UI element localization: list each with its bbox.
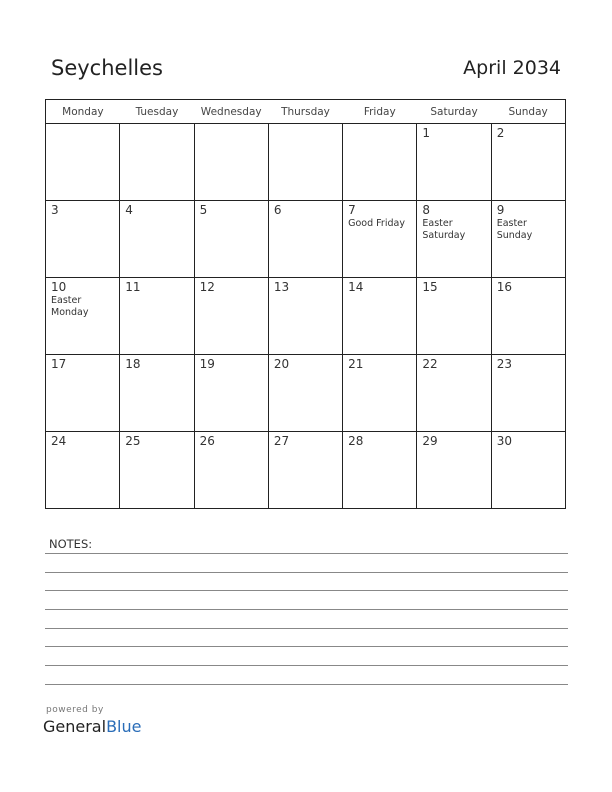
calendar-country-title: Seychelles	[51, 56, 163, 80]
notes-line	[45, 646, 568, 647]
calendar-month-title: April 2034	[463, 57, 561, 79]
week-row	[46, 355, 566, 432]
day-number: 25	[125, 434, 141, 448]
day-number: 28	[348, 434, 364, 448]
notes-line	[45, 684, 568, 685]
day-number: 2	[496, 126, 505, 140]
day-number	[120, 124, 193, 127]
day-cell	[268, 124, 342, 201]
day-number	[195, 124, 268, 127]
notes-line	[45, 609, 568, 610]
day-number: 11	[125, 280, 141, 294]
day-cell	[417, 278, 491, 355]
day-number: 8	[422, 203, 431, 217]
day-cell	[46, 124, 120, 201]
day-cell	[343, 201, 417, 278]
holiday-label: Easter Monday	[51, 295, 89, 318]
day-number: 5	[199, 203, 208, 217]
day-number: 7	[348, 203, 356, 217]
holiday-label: Good Friday	[348, 218, 405, 229]
day-cell	[417, 124, 491, 201]
day-cell	[120, 124, 194, 201]
weekday-header: Monday	[46, 100, 120, 124]
day-cell	[268, 201, 342, 278]
day-cell	[268, 278, 342, 355]
notes-line	[45, 553, 568, 554]
day-number: 24	[51, 434, 67, 448]
notes-line	[45, 572, 568, 573]
day-cell	[268, 355, 342, 432]
day-number: 1	[422, 126, 431, 140]
brand-general-text: General	[43, 717, 107, 736]
day-number: 27	[273, 434, 290, 448]
day-number: 10	[51, 280, 67, 294]
day-number: 16	[496, 280, 512, 294]
day-number: 9	[496, 203, 505, 217]
day-cell	[343, 355, 417, 432]
day-number: 14	[348, 280, 364, 294]
weekday-header: Thursday	[268, 100, 342, 124]
day-number: 15	[422, 280, 438, 294]
day-cell	[120, 278, 194, 355]
day-cell	[268, 432, 342, 509]
weekday-header-row	[46, 100, 566, 124]
brand-blue-text: Blue	[106, 717, 142, 736]
notes-label: NOTES:	[49, 537, 93, 551]
day-cell	[491, 355, 565, 432]
day-cell	[120, 201, 194, 278]
day-number: 29	[422, 434, 438, 448]
day-cell	[194, 124, 268, 201]
day-number	[269, 124, 342, 127]
day-number: 26	[199, 434, 215, 448]
day-cell	[343, 278, 417, 355]
day-cell	[491, 124, 565, 201]
day-number: 3	[51, 203, 59, 217]
day-cell	[120, 432, 194, 509]
day-cell	[46, 432, 120, 509]
day-cell	[46, 355, 120, 432]
weekday-header: Wednesday	[194, 100, 268, 124]
day-number: 21	[348, 357, 364, 371]
day-number: 30	[496, 434, 512, 448]
week-row	[46, 278, 566, 355]
notes-line	[45, 665, 568, 666]
week-row	[46, 432, 566, 509]
notes-line	[45, 590, 568, 591]
holiday-label: Easter Sunday	[496, 218, 533, 241]
day-number: 18	[125, 357, 141, 371]
day-number: 22	[422, 357, 438, 371]
day-number	[46, 124, 119, 127]
day-cell	[491, 432, 565, 509]
day-cell	[46, 201, 120, 278]
holiday-label: Easter Saturday	[422, 218, 466, 241]
day-cell	[491, 278, 565, 355]
day-cell	[194, 355, 268, 432]
day-cell	[194, 201, 268, 278]
weekday-header: Friday	[343, 100, 417, 124]
day-cell	[194, 432, 268, 509]
weekday-header: Tuesday	[120, 100, 194, 124]
day-cell	[343, 124, 417, 201]
day-cell	[343, 432, 417, 509]
day-number: 12	[199, 280, 215, 294]
day-cell	[491, 201, 565, 278]
day-number: 20	[273, 357, 290, 371]
day-number: 23	[496, 357, 512, 371]
day-cell	[194, 278, 268, 355]
day-number: 19	[199, 357, 215, 371]
day-number: 17	[51, 357, 67, 371]
day-cell	[417, 432, 491, 509]
notes-line	[45, 628, 568, 629]
weekday-header: Sunday	[491, 100, 565, 124]
day-number: 4	[125, 203, 133, 217]
powered-by-text: powered by	[46, 705, 104, 715]
day-cell	[120, 355, 194, 432]
weekday-header: Saturday	[417, 100, 491, 124]
generalblue-logo	[43, 717, 141, 736]
day-number	[343, 124, 416, 127]
calendar-grid	[45, 99, 566, 509]
day-number: 13	[273, 280, 290, 294]
day-cell	[417, 201, 491, 278]
day-cell	[46, 278, 120, 355]
week-row	[46, 124, 566, 201]
week-row	[46, 201, 566, 278]
day-number: 6	[273, 203, 282, 217]
day-cell	[417, 355, 491, 432]
